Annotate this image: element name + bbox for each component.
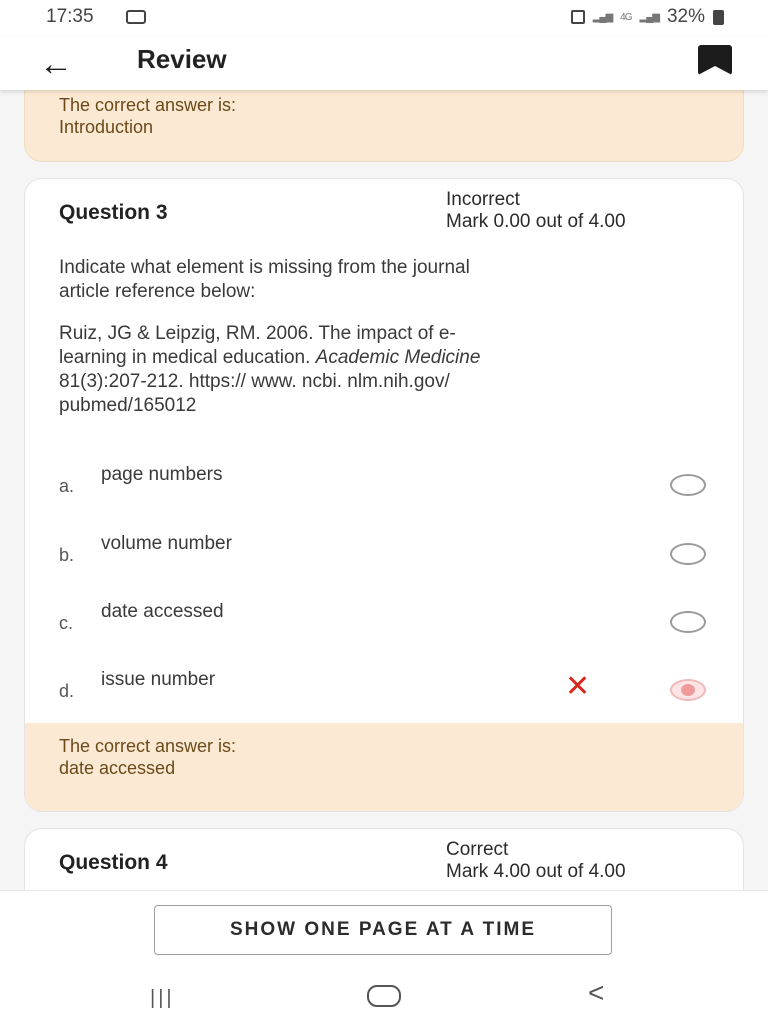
correct-answer-feedback — [25, 723, 743, 811]
signal-icon-2: ▂▄▆ — [639, 11, 659, 23]
prompt-line: Indicate what element is missing from the journal — [59, 257, 470, 278]
nav-back-icon[interactable]: < — [588, 977, 605, 1008]
option-letter: c. — [59, 613, 74, 633]
status-bar — [0, 0, 768, 36]
question-status — [446, 839, 626, 883]
reference-line: pubmed/165012 — [59, 395, 197, 416]
option-label: date accessed — [101, 601, 224, 622]
signal-icon: ▂▄▆ — [592, 11, 613, 23]
question-mark: Mark 0.00 out of 4.00 — [446, 211, 626, 232]
network-type: 4G — [620, 11, 632, 23]
status-right — [571, 6, 724, 28]
reference-line — [59, 346, 709, 370]
incorrect-x-icon: ✕ — [565, 670, 591, 703]
journal-name: Academic Medicine — [315, 347, 481, 368]
question-title: Question 3 — [59, 201, 168, 224]
feedback-answer: date accessed — [59, 758, 176, 778]
previous-question-feedback — [24, 90, 744, 162]
recents-icon[interactable]: ||| — [150, 987, 175, 1009]
reference-text — [59, 322, 709, 418]
bookmark-icon[interactable] — [698, 45, 734, 85]
bottom-bar — [0, 890, 768, 1025]
prompt-line: article reference below: — [59, 281, 256, 302]
gallery-notification-icon — [126, 10, 146, 24]
status-time: 17:35 — [46, 6, 94, 27]
question-status — [446, 189, 626, 233]
option-letter: b. — [59, 545, 75, 565]
show-one-page-button[interactable]: SHOW ONE PAGE AT A TIME — [154, 905, 612, 955]
lock-icon — [571, 10, 585, 24]
app-bar — [0, 36, 768, 90]
question-mark: Mark 4.00 out of 4.00 — [446, 861, 626, 882]
option-b[interactable] — [25, 531, 743, 591]
reference-text-plain: learning in medical education. — [59, 347, 316, 368]
battery-icon — [713, 10, 724, 25]
radio-button[interactable] — [670, 474, 706, 496]
question-4-card — [24, 828, 744, 890]
page-title: Review — [137, 44, 227, 74]
reference-line: 81(3):207-212. https:// www. ncbi. nlm.nih.gov/ — [59, 371, 450, 392]
feedback-heading: The correct answer is: — [59, 95, 237, 115]
feedback-answer: Introduction — [59, 117, 154, 137]
option-label: issue number — [101, 669, 216, 690]
review-content[interactable] — [0, 90, 768, 890]
reference-line: Ruiz, JG & Leipzig, RM. 2006. The impact of e- — [59, 323, 456, 344]
option-label: volume number — [101, 533, 232, 554]
question-state: Correct — [446, 839, 509, 860]
option-a[interactable] — [25, 462, 743, 522]
question-prompt — [59, 256, 709, 304]
option-d[interactable] — [25, 667, 743, 727]
feedback-heading: The correct answer is: — [59, 736, 237, 756]
radio-button[interactable] — [670, 543, 706, 565]
option-label: page numbers — [101, 464, 223, 485]
radio-button-selected[interactable] — [670, 679, 706, 701]
home-icon[interactable] — [367, 985, 401, 1007]
question-3-card — [24, 178, 744, 812]
option-c[interactable] — [25, 599, 743, 659]
system-nav-bar — [0, 977, 768, 1025]
question-state: Incorrect — [446, 189, 520, 210]
option-letter: d. — [59, 681, 75, 701]
battery-percent: 32% — [666, 6, 705, 27]
back-arrow-icon[interactable]: ← — [39, 44, 73, 83]
radio-button[interactable] — [670, 611, 706, 633]
question-title: Question 4 — [59, 851, 168, 874]
option-letter: a. — [59, 476, 75, 496]
